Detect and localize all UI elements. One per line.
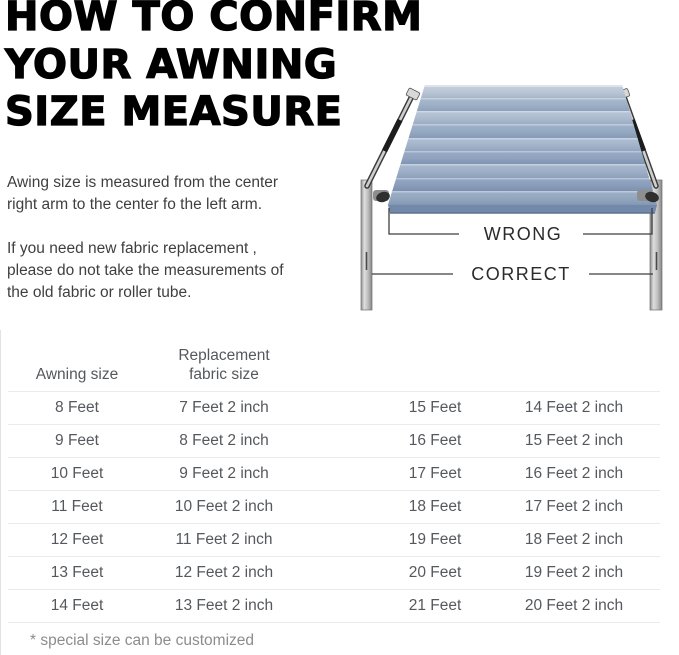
header-replacement-line-2: fabric size [189,366,259,383]
fabric-size-cell: 9 Feet 2 inch [179,465,269,482]
awning-size-cell: 21 Feet [408,597,462,614]
table-header-row [8,343,660,392]
intro-paragraph-2 [7,238,337,304]
wrong-label: WRONG [483,224,563,244]
intro-p2-line-3: the old fabric or roller tube. [7,284,192,301]
awning-size-cell: 16 Feet [408,432,462,449]
header-replacement-fabric-size [146,346,302,384]
correct-label: CORRECT [471,264,571,284]
title-line-1: HOW TO CONFIRM [5,0,423,40]
fabric-size-cell: 8 Feet 2 inch [179,432,269,449]
intro-p2-line-1: If you need new fabric replacement , [7,240,257,257]
intro-p1-line-2: right arm to the center fo the left arm. [7,196,263,213]
awning-size-cell: 18 Feet [408,498,462,515]
intro-text [7,172,337,326]
awning-size-cell: 13 Feet [50,564,104,581]
fabric-size-cell: 14 Feet 2 inch [524,399,624,416]
table-row [8,524,660,557]
intro-p1-line-1: Awing size is measured from the center [7,174,279,191]
awning-size-cell: 8 Feet [55,399,99,416]
awning-size-cell: 10 Feet [50,465,104,482]
fabric-size-cell: 11 Feet 2 inch [175,531,273,548]
fabric-size-cell: 19 Feet 2 inch [524,564,624,581]
fabric-size-cell: 18 Feet 2 inch [524,531,624,548]
left-edge-divider [0,330,1,655]
table-row [8,491,660,524]
table-row [8,392,660,425]
fabric-size-cell: 17 Feet 2 inch [524,498,624,515]
table-row [8,425,660,458]
awning-size-cell: 9 Feet [55,432,99,449]
awning-fabric [377,85,667,213]
header-replacement-line-1: Replacement [178,347,270,364]
fabric-size-cell: 7 Feet 2 inch [179,399,269,416]
title-line-2: YOUR AWNING [5,41,338,88]
awning-size-cell: 15 Feet [408,399,462,416]
fabric-size-cell: 13 Feet 2 inch [174,597,274,614]
intro-p2-line-2: please do not take the measurements of [7,262,284,279]
awning-size-cell: 12 Feet [50,531,104,548]
footnote: * special size can be customized [30,632,255,649]
awning-diagram [347,66,679,316]
fabric-size-cell: 10 Feet 2 inch [174,498,274,515]
awning-size-cell: 20 Feet [408,564,462,581]
table-row [8,458,660,491]
left-post [361,180,372,310]
header-awning-size: Awning size [35,366,119,383]
title-line-3: SIZE MEASURE [5,89,343,135]
table-row [8,590,660,623]
awning-size-cell: 17 Feet [408,465,462,482]
fabric-size-cell: 16 Feet 2 inch [524,465,624,482]
fabric-size-cell: 15 Feet 2 inch [524,432,624,449]
intro-paragraph-1 [7,172,337,216]
table-row [8,557,660,590]
left-elbow-joint [373,190,391,204]
size-table [8,343,660,623]
correct-measurement [372,264,653,284]
awning-size-cell: 19 Feet [408,531,462,548]
awning-size-cell: 14 Feet [50,597,104,614]
fabric-size-cell: 20 Feet 2 inch [524,597,624,614]
awning-size-cell: 11 Feet [51,498,103,515]
fabric-size-cell: 12 Feet 2 inch [174,564,274,581]
